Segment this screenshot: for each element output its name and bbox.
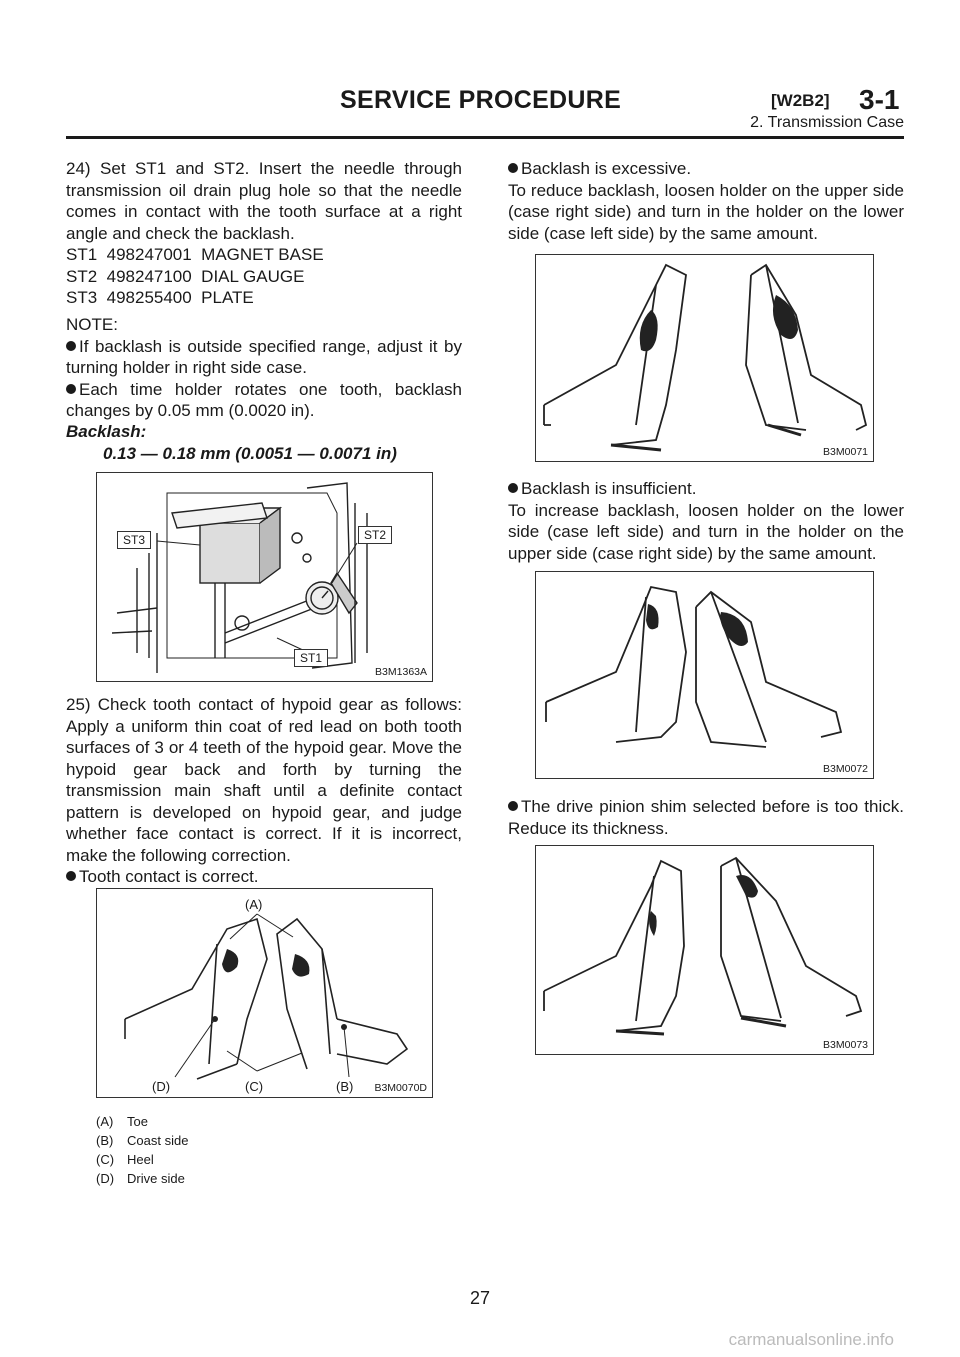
tool-item: ST2 498247100 DIAL GAUGE	[66, 266, 305, 286]
header-code: [W2B2]	[771, 91, 830, 110]
figure-id: B3M0070D	[374, 1082, 427, 1094]
label-a: (A)	[245, 897, 263, 912]
note-item	[66, 379, 462, 422]
insufficient-text: To increase backlash, loosen holder on the lower side (case left side) and turn in the holder on the upper side (case right side) by the same amount.	[508, 500, 904, 563]
legend-row	[96, 1112, 188, 1131]
spec-value: 0.13 — 0.18 mm (0.0051 — 0.0071 in)	[103, 443, 397, 463]
insufficient-block	[508, 478, 904, 564]
label-c: (C)	[245, 1079, 264, 1094]
bullet-item	[508, 478, 904, 500]
bullet-icon	[66, 384, 76, 394]
figure-id: B3M1363A	[375, 666, 427, 678]
insufficient-contact-illustration	[536, 572, 875, 780]
page-header	[66, 48, 904, 140]
header-subtitle: 2. Transmission Case	[750, 114, 904, 131]
bullet-icon	[66, 871, 76, 881]
header-title: SERVICE PROCEDURE	[340, 86, 622, 114]
bullet-item	[66, 866, 462, 888]
legend-row	[96, 1150, 188, 1169]
label-d: (D)	[152, 1079, 171, 1094]
note-text: Each time holder rotates one tooth, backlash changes by 0.05 mm (0.0020 in).	[66, 379, 462, 420]
label-st3: ST3	[117, 531, 151, 549]
watermark: carmanualsonline.info	[728, 1330, 894, 1349]
figure-id: B3M0071	[823, 446, 868, 458]
legend-row	[96, 1131, 188, 1150]
legend-value: Heel	[127, 1152, 154, 1167]
header-section: 3-1	[859, 84, 900, 115]
step25-text: 25) Check tooth contact of hypoid gear as follows: Apply a uniform thin coat of red lead on both tooth surfaces of 3 or 4 teeth of the hypoid gear. Move the hypoid gear back and forth by turning the transmission main shaft until a definite contact pattern is developed on hypoid gear, and judge whether face contact is correct. If it is incorrect, make the following correction.	[66, 695, 462, 865]
bullet-item	[508, 796, 904, 839]
note-label: NOTE:	[66, 315, 118, 334]
figure-id: B3M0072	[823, 763, 868, 775]
bullet-icon	[508, 801, 518, 811]
legend-row	[96, 1169, 188, 1188]
figure-excessive	[535, 254, 874, 462]
bullet-text: Tooth contact is correct.	[79, 867, 259, 886]
excessive-text: To reduce backlash, loosen holder on the upper side (case right side) and turn in the holder on the lower side (case left side) by the same amount.	[508, 180, 904, 243]
dial-gauge-illustration	[97, 473, 434, 683]
bullet-text: Backlash is excessive.	[521, 159, 692, 178]
bullet-icon	[66, 341, 76, 351]
excessive-block	[508, 158, 904, 244]
figure-correct-contact	[96, 888, 433, 1098]
bullet-text: Backlash is insufficient.	[521, 479, 697, 498]
correct-contact-illustration	[97, 889, 434, 1099]
bullet-icon	[508, 483, 518, 493]
spec-label: Backlash:	[66, 422, 147, 441]
page-number: 27	[469, 1288, 491, 1308]
legend-key: (D)	[96, 1171, 115, 1186]
figure-dial-gauge-setup	[96, 472, 433, 682]
figure-id: B3M0073	[823, 1039, 868, 1051]
legend-value: Toe	[127, 1114, 148, 1129]
legend-key: (C)	[96, 1152, 115, 1167]
step24-block	[66, 158, 462, 244]
label-st2: ST2	[358, 526, 392, 544]
legend-value: Drive side	[127, 1171, 185, 1186]
label-b: (B)	[336, 1079, 354, 1094]
shim-contact-illustration	[536, 846, 875, 1056]
label-st1: ST1	[294, 649, 328, 667]
legend-value: Coast side	[127, 1133, 189, 1148]
bullet-item	[508, 158, 904, 180]
tool-item: ST1 498247001 MAGNET BASE	[66, 245, 324, 264]
figure-insufficient	[535, 571, 874, 779]
step25-block	[66, 694, 462, 888]
tool-list	[66, 244, 462, 309]
figure-legend	[96, 1112, 188, 1188]
note-text: If backlash is outside specified range, adjust it by turning holder in right side case.	[66, 336, 462, 377]
backlash-spec	[66, 421, 462, 464]
legend-key: (A)	[96, 1114, 114, 1129]
excessive-contact-illustration	[536, 255, 875, 463]
tool-item: ST3 498255400 PLATE	[66, 288, 254, 307]
header-rule	[66, 136, 904, 139]
step24-text: 24) Set ST1 and ST2. Insert the needle through transmission oil drain plug hole so that the needle comes in contact with the tooth surface at a right angle and check the backlash.	[66, 159, 462, 243]
note-item	[66, 336, 462, 379]
legend-key: (B)	[96, 1133, 114, 1148]
figure-shim-too-thick	[535, 845, 874, 1055]
bullet-icon	[508, 163, 518, 173]
shim-block	[508, 796, 904, 839]
note-block	[66, 314, 462, 422]
bullet-text: The drive pinion shim selected before is too thick. Reduce its thickness.	[508, 797, 904, 838]
